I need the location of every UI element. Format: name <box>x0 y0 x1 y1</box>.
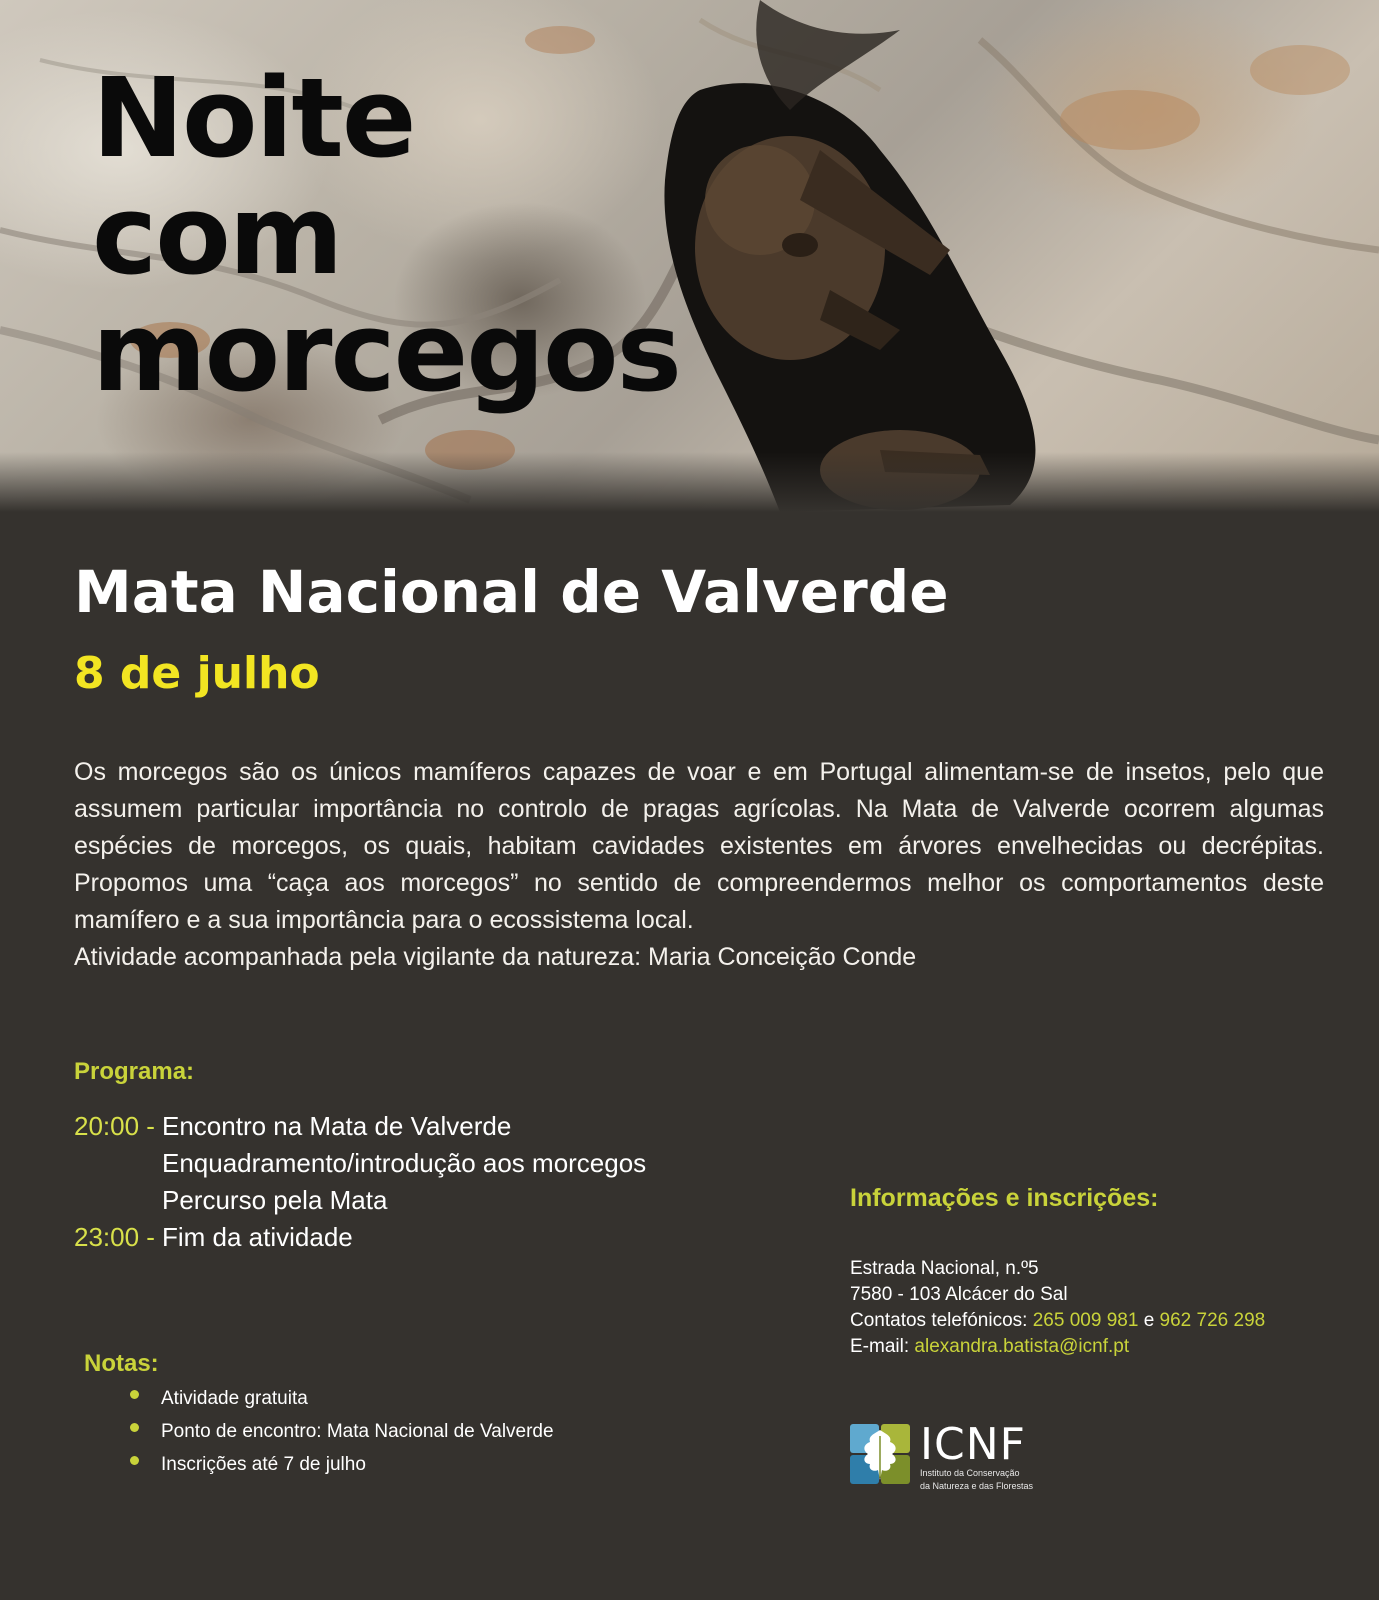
icnf-logo-name: ICNF <box>920 1419 1026 1470</box>
hero-title-line: morcegos <box>92 288 681 416</box>
icnf-logo-subtitle: Instituto da Conservação <box>920 1468 1020 1478</box>
phones-label: Contatos telefónicos: <box>850 1310 1028 1331</box>
schedule-row <box>74 1219 646 1256</box>
phone-link[interactable]: 962 726 298 <box>1159 1310 1266 1331</box>
hero-title <box>92 54 681 416</box>
phones-joiner: e <box>1143 1310 1155 1331</box>
email-label: E-mail: <box>850 1336 910 1357</box>
program-heading: Programa: <box>74 1058 195 1085</box>
phones-line <box>850 1308 1265 1334</box>
schedule-item: Percurso pela Mata <box>162 1185 388 1215</box>
event-date: 8 de julho <box>74 648 320 699</box>
contact-info <box>850 1256 1265 1360</box>
note-text: Ponto de encontro: Mata Nacional de Valverde <box>161 1421 554 1442</box>
note-item <box>122 1382 554 1415</box>
email-link[interactable]: alexandra.batista@icnf.pt <box>914 1336 1130 1357</box>
note-text: Inscrições até 7 de julho <box>161 1454 366 1475</box>
hero-title-line: com <box>92 171 342 299</box>
bullet-icon <box>130 1456 139 1465</box>
bullet-icon <box>130 1390 139 1399</box>
bullet-icon <box>130 1423 139 1432</box>
note-text: Atividade gratuita <box>161 1388 308 1409</box>
schedule-item: Encontro na Mata de Valverde <box>162 1111 512 1141</box>
note-item <box>122 1415 554 1448</box>
intro-paragraph: Os morcegos são os únicos mamíferos capazes de voar e em Portugal alimentam-se de insetos, pelo que assumem particular importância no controlo de pragas agrícolas. Na Mata de Valverde ocorrem algumas espécies de morcegos, os quais, habitam cavidades existentes em árvores envelhecidas ou decrépitas. Propomos uma “caça aos morcegos” no sentido de compreendermos melhor os comportamentos deste mamífero e a sua importância para o ecossistema local. <box>74 758 1324 934</box>
address-line: Estrada Nacional, n.º5 <box>850 1258 1039 1279</box>
icnf-logo-subtitle: da Natureza e das Florestas <box>920 1481 1034 1491</box>
phone-link[interactable]: 265 009 981 <box>1032 1310 1139 1331</box>
schedule-item: Fim da atividade <box>162 1222 353 1252</box>
hero-fade <box>0 452 1379 512</box>
email-line <box>850 1334 1265 1360</box>
schedule-time: 20:00 - <box>74 1111 155 1141</box>
icnf-logo-mark <box>850 1424 910 1484</box>
hero-title-line: Noite <box>92 54 415 182</box>
oak-leaf-icon <box>858 1428 902 1482</box>
notes-list <box>122 1382 554 1481</box>
hero-photo <box>0 0 1379 512</box>
guide-line: Atividade acompanhada pela vigilante da natureza: Maria Conceição Conde <box>74 943 917 971</box>
program-schedule <box>74 1108 646 1256</box>
notes-heading: Notas: <box>84 1350 159 1377</box>
address-line: 7580 - 103 Alcácer do Sal <box>850 1284 1068 1305</box>
schedule-item: Enquadramento/introdução aos morcegos <box>162 1148 647 1178</box>
icnf-logo <box>850 1419 1034 1492</box>
event-location: Mata Nacional de Valverde <box>74 558 949 626</box>
note-item <box>122 1448 554 1481</box>
schedule-time: 23:00 - <box>74 1222 155 1252</box>
info-heading: Informações e inscrições: <box>850 1184 1159 1212</box>
intro-text <box>74 754 1324 976</box>
schedule-row <box>74 1108 646 1219</box>
